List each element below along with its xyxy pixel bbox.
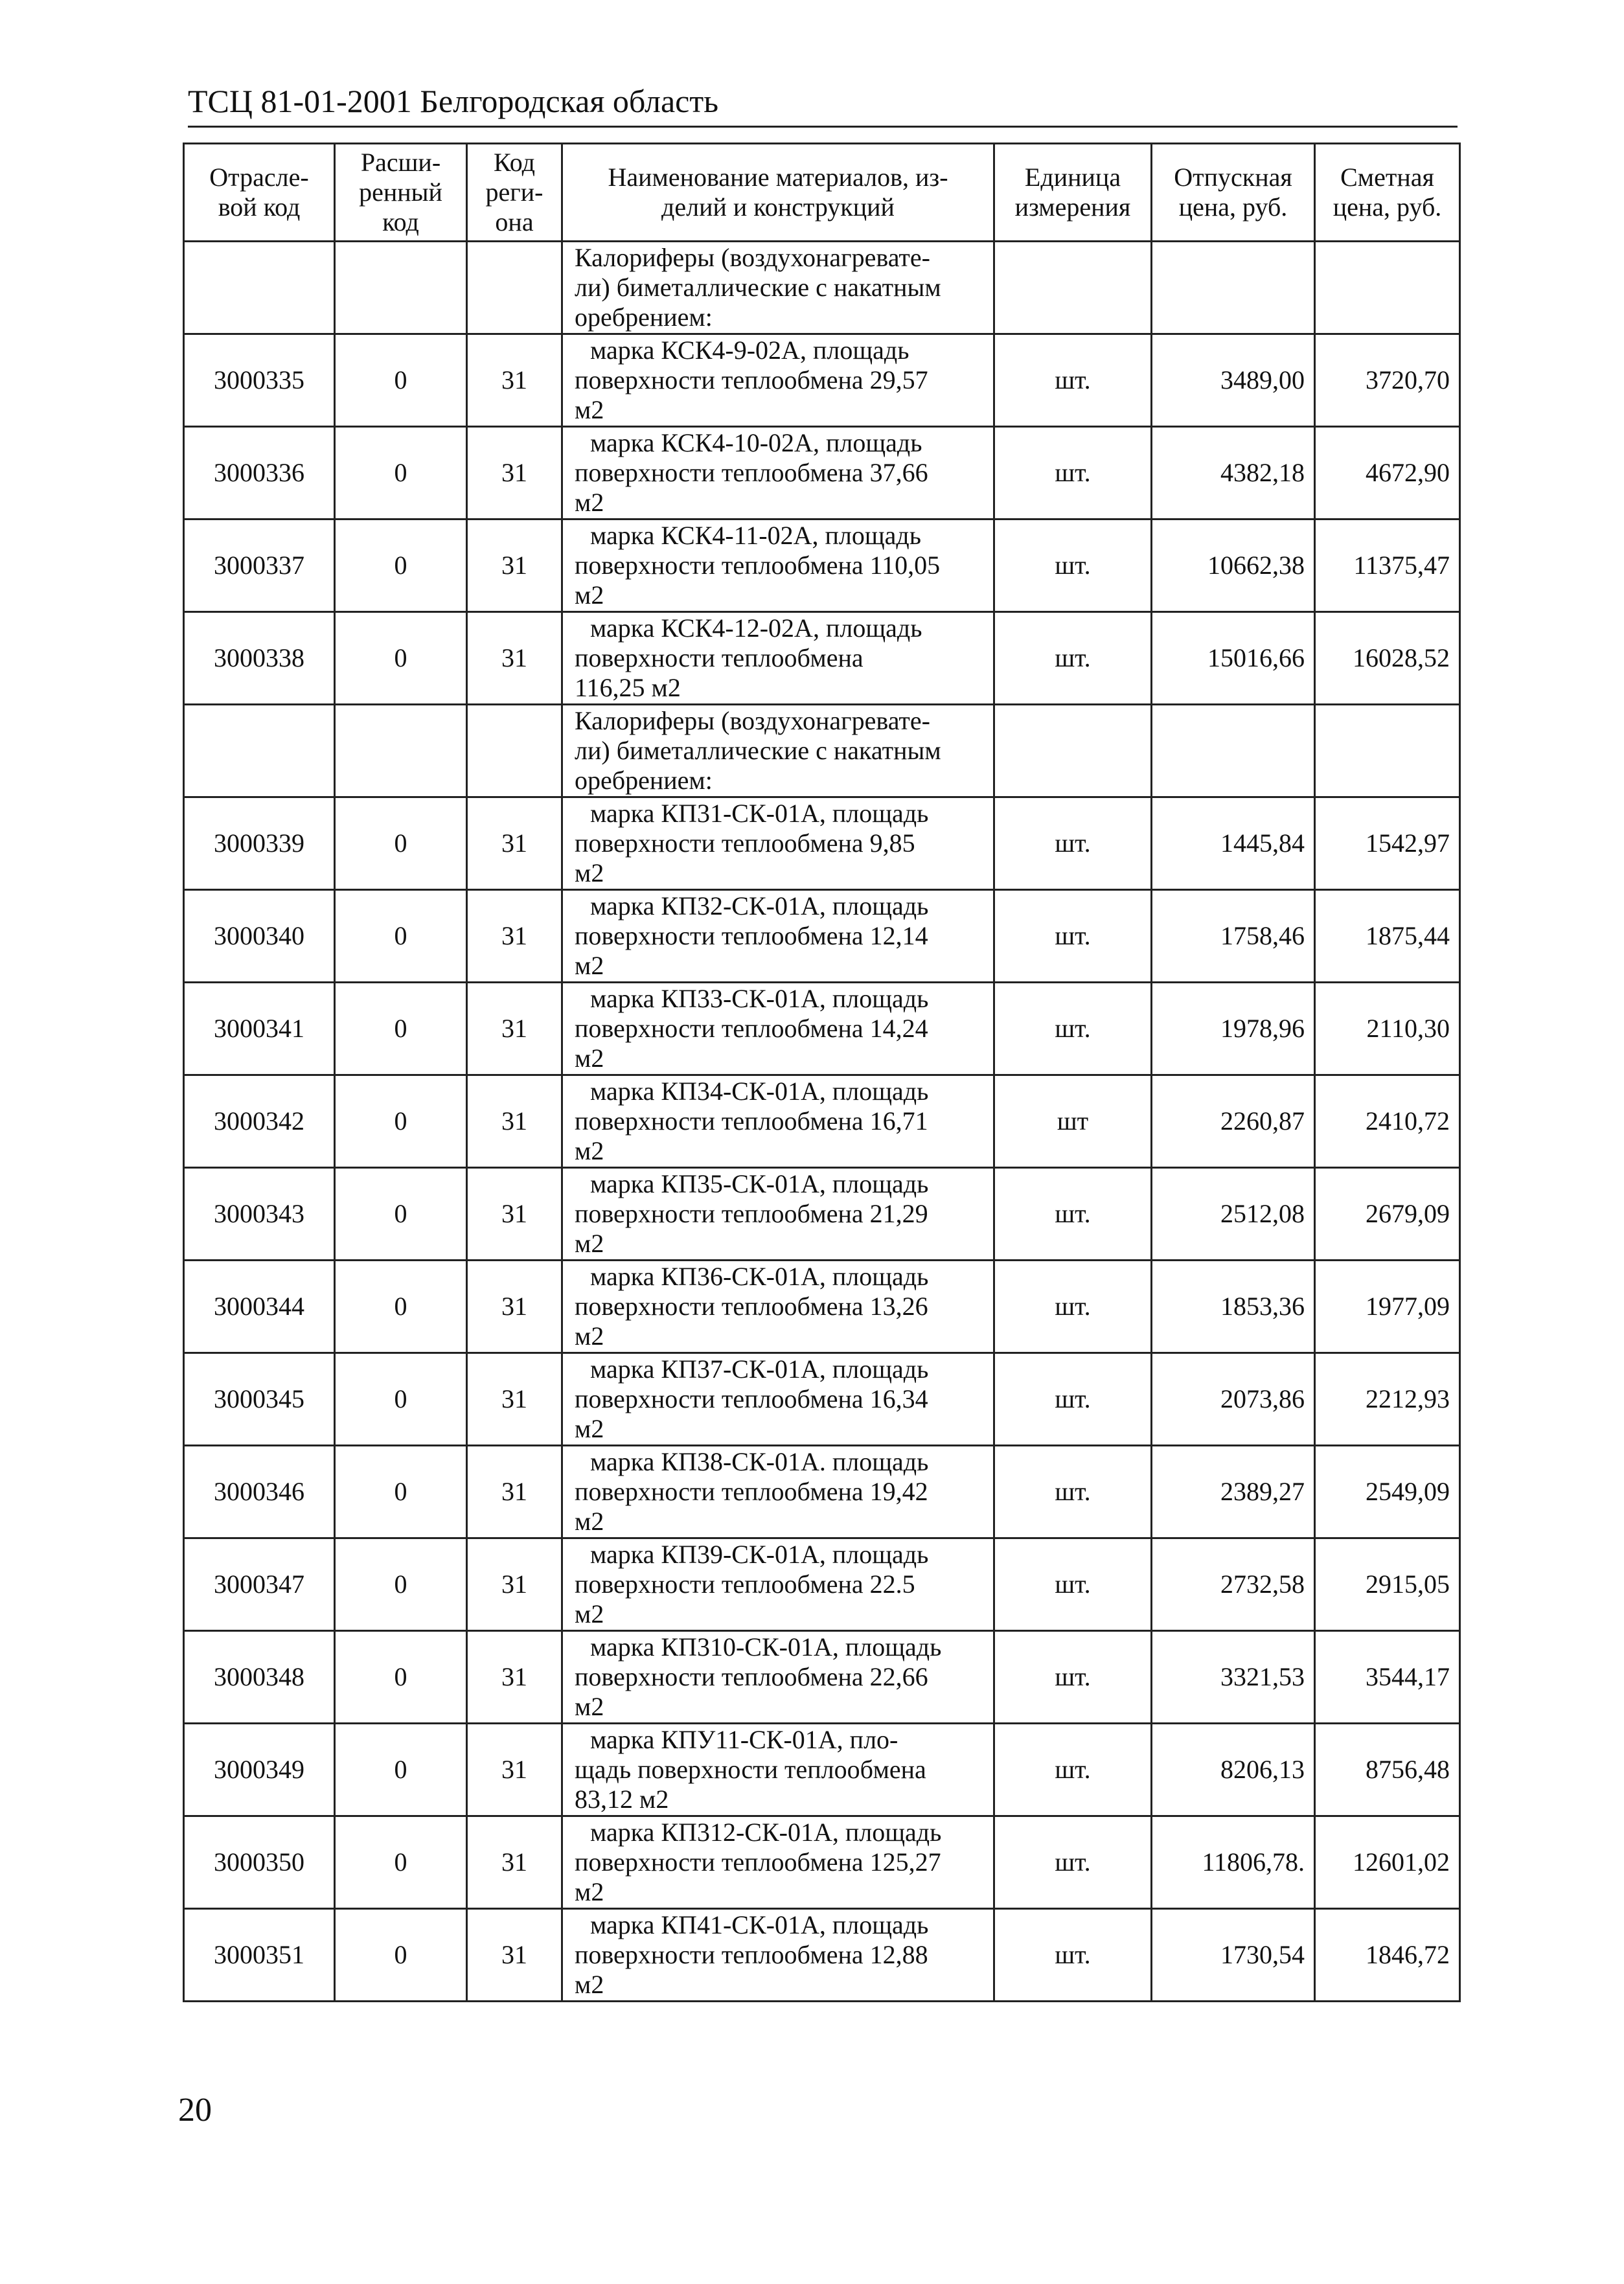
estimate-price-cell: 4672,90 — [1315, 427, 1460, 520]
branch-code-cell: 3000348 — [184, 1631, 335, 1724]
unit-cell: шт. — [994, 890, 1152, 983]
unit-cell: шт. — [994, 1724, 1152, 1816]
material-name-cell: марка КП36-СК-01А, площадь поверхности теплообмена 13,26 м2 — [562, 1261, 994, 1353]
material-name-cell: марка КП37-СК-01А, площадь поверхности теплообмена 16,34 м2 — [562, 1353, 994, 1446]
col-header-unit: Единица измерения — [994, 144, 1152, 242]
col-header-name: Наименование материалов, из- делий и конструкций — [562, 144, 994, 242]
branch-code-cell: 3000335 — [184, 334, 335, 427]
table-row — [184, 1446, 1460, 1538]
empty-cell — [184, 705, 335, 797]
estimate-price-cell: 3544,17 — [1315, 1631, 1460, 1724]
release-price-cell: 1730,54 — [1152, 1909, 1315, 2002]
material-name-cell: марка КП39-СК-01А, площадь поверхности теплообмена 22.5 м2 — [562, 1538, 994, 1631]
group-heading-row — [184, 242, 1460, 334]
material-name-cell: марка КСК4-10-02А, площадь поверхности теплообмена 37,66 м2 — [562, 427, 994, 520]
estimate-price-cell: 2410,72 — [1315, 1075, 1460, 1168]
region-code-cell: 31 — [467, 1631, 562, 1724]
extended-code-cell: 0 — [335, 334, 467, 427]
material-name-cell: марка КП310-СК-01А, площадь поверхности теплообмена 22,66 м2 — [562, 1631, 994, 1724]
estimate-price-cell: 16028,52 — [1315, 612, 1460, 705]
branch-code-cell: 3000341 — [184, 983, 335, 1075]
region-code-cell: 31 — [467, 1446, 562, 1538]
release-price-cell: 2260,87 — [1152, 1075, 1315, 1168]
region-code-cell: 31 — [467, 890, 562, 983]
estimate-price-cell: 11375,47 — [1315, 520, 1460, 612]
extended-code-cell: 0 — [335, 1538, 467, 1631]
empty-cell — [184, 242, 335, 334]
release-price-cell: 3321,53 — [1152, 1631, 1315, 1724]
empty-cell — [335, 242, 467, 334]
col-header-estimate-price: Сметная цена, руб. — [1315, 144, 1460, 242]
extended-code-cell: 0 — [335, 1909, 467, 2002]
table-row — [184, 520, 1460, 612]
table-row — [184, 612, 1460, 705]
table-row — [184, 1168, 1460, 1261]
extended-code-cell: 0 — [335, 1631, 467, 1724]
table-row — [184, 983, 1460, 1075]
region-code-cell: 31 — [467, 334, 562, 427]
col-header-extended-code: Расши- ренный код — [335, 144, 467, 242]
region-code-cell: 31 — [467, 427, 562, 520]
release-price-cell: 2073,86 — [1152, 1353, 1315, 1446]
material-name-cell: марка КП41-СК-01А, площадь поверхности теплообмена 12,88 м2 — [562, 1909, 994, 2002]
unit-cell: шт. — [994, 1909, 1152, 2002]
unit-cell: шт. — [994, 1631, 1152, 1724]
unit-cell: шт. — [994, 1446, 1152, 1538]
estimate-price-cell: 1846,72 — [1315, 1909, 1460, 2002]
branch-code-cell: 3000342 — [184, 1075, 335, 1168]
col-header-release-price: Отпускная цена, руб. — [1152, 144, 1315, 242]
material-name-cell: марка КП31-СК-01А, площадь поверхности теплообмена 9,85 м2 — [562, 797, 994, 890]
unit-cell: шт. — [994, 1261, 1152, 1353]
estimate-price-cell: 1977,09 — [1315, 1261, 1460, 1353]
release-price-cell: 1445,84 — [1152, 797, 1315, 890]
region-code-cell: 31 — [467, 1261, 562, 1353]
material-name-cell: марка КСК4-9-02А, площадь поверхности теплообмена 29,57 м2 — [562, 334, 994, 427]
region-code-cell: 31 — [467, 1724, 562, 1816]
col-header-region-code: Код реги- она — [467, 144, 562, 242]
estimate-price-cell: 12601,02 — [1315, 1816, 1460, 1909]
empty-cell — [467, 705, 562, 797]
branch-code-cell: 3000349 — [184, 1724, 335, 1816]
table-row — [184, 1909, 1460, 2002]
extended-code-cell: 0 — [335, 612, 467, 705]
region-code-cell: 31 — [467, 1538, 562, 1631]
release-price-cell: 1758,46 — [1152, 890, 1315, 983]
unit-cell: шт. — [994, 1538, 1152, 1631]
page-header — [188, 76, 1458, 128]
unit-cell: шт. — [994, 1816, 1152, 1909]
branch-code-cell: 3000340 — [184, 890, 335, 983]
material-name-cell: марка КП38-СК-01А. площадь поверхности теплообмена 19,42 м2 — [562, 1446, 994, 1538]
table-row — [184, 1816, 1460, 1909]
table-row — [184, 890, 1460, 983]
region-code-cell: 31 — [467, 1816, 562, 1909]
branch-code-cell: 3000351 — [184, 1909, 335, 2002]
branch-code-cell: 3000344 — [184, 1261, 335, 1353]
table-row — [184, 334, 1460, 427]
branch-code-cell: 3000337 — [184, 520, 335, 612]
unit-cell: шт — [994, 1075, 1152, 1168]
unit-cell: шт. — [994, 983, 1152, 1075]
unit-cell: шт. — [994, 520, 1152, 612]
material-name-cell: марка КСК4-11-02А, площадь поверхности теплообмена 110,05 м2 — [562, 520, 994, 612]
region-code-cell: 31 — [467, 797, 562, 890]
unit-cell: шт. — [994, 612, 1152, 705]
table-row — [184, 1261, 1460, 1353]
material-name-cell: марка КП33-СК-01А, площадь поверхности теплообмена 14,24 м2 — [562, 983, 994, 1075]
extended-code-cell: 0 — [335, 1724, 467, 1816]
estimate-price-cell: 2110,30 — [1315, 983, 1460, 1075]
unit-cell: шт. — [994, 1168, 1152, 1261]
branch-code-cell: 3000343 — [184, 1168, 335, 1261]
table-body — [184, 242, 1460, 2002]
estimate-price-cell: 2679,09 — [1315, 1168, 1460, 1261]
branch-code-cell: 3000347 — [184, 1538, 335, 1631]
release-price-cell: 2512,08 — [1152, 1168, 1315, 1261]
extended-code-cell: 0 — [335, 520, 467, 612]
release-price-cell: 1978,96 — [1152, 983, 1315, 1075]
release-price-cell: 10662,38 — [1152, 520, 1315, 612]
material-name-cell: марка КП312-СК-01А, площадь поверхности теплообмена 125,27 м2 — [562, 1816, 994, 1909]
region-code-cell: 31 — [467, 1909, 562, 2002]
release-price-cell: 15016,66 — [1152, 612, 1315, 705]
empty-cell — [1152, 242, 1315, 334]
group-heading: Калориферы (воздухонагревате- ли) биметаллические с накатным оребрением: — [562, 242, 994, 334]
empty-cell — [1152, 705, 1315, 797]
extended-code-cell: 0 — [335, 1353, 467, 1446]
release-price-cell: 1853,36 — [1152, 1261, 1315, 1353]
table-row — [184, 1075, 1460, 1168]
extended-code-cell: 0 — [335, 1168, 467, 1261]
release-price-cell: 11806,78. — [1152, 1816, 1315, 1909]
extended-code-cell: 0 — [335, 1075, 467, 1168]
estimate-price-cell: 3720,70 — [1315, 334, 1460, 427]
release-price-cell: 2389,27 — [1152, 1446, 1315, 1538]
material-name-cell: марка КПУ11-СК-01А, пло- щадь поверхности теплообмена 83,12 м2 — [562, 1724, 994, 1816]
release-price-cell: 3489,00 — [1152, 334, 1315, 427]
empty-cell — [994, 242, 1152, 334]
empty-cell — [1315, 705, 1460, 797]
material-name-cell: марка КП35-СК-01А, площадь поверхности теплообмена 21,29 м2 — [562, 1168, 994, 1261]
empty-cell — [994, 705, 1152, 797]
estimate-price-cell: 2915,05 — [1315, 1538, 1460, 1631]
table-header-row — [184, 144, 1460, 242]
extended-code-cell: 0 — [335, 890, 467, 983]
material-name-cell: марка КСК4-12-02А, площадь поверхности теплообмена 116,25 м2 — [562, 612, 994, 705]
branch-code-cell: 3000336 — [184, 427, 335, 520]
extended-code-cell: 0 — [335, 797, 467, 890]
unit-cell: шт. — [994, 427, 1152, 520]
estimate-price-cell: 8756,48 — [1315, 1724, 1460, 1816]
extended-code-cell: 0 — [335, 1816, 467, 1909]
price-table — [183, 143, 1461, 2002]
estimate-price-cell: 1542,97 — [1315, 797, 1460, 890]
extended-code-cell: 0 — [335, 1261, 467, 1353]
region-code-cell: 31 — [467, 1353, 562, 1446]
release-price-cell: 4382,18 — [1152, 427, 1315, 520]
estimate-price-cell: 1875,44 — [1315, 890, 1460, 983]
empty-cell — [335, 705, 467, 797]
empty-cell — [1315, 242, 1460, 334]
extended-code-cell: 0 — [335, 427, 467, 520]
region-code-cell: 31 — [467, 983, 562, 1075]
region-code-cell: 31 — [467, 1168, 562, 1261]
branch-code-cell: 3000350 — [184, 1816, 335, 1909]
group-heading-row — [184, 705, 1460, 797]
estimate-price-cell: 2549,09 — [1315, 1446, 1460, 1538]
release-price-cell: 8206,13 — [1152, 1724, 1315, 1816]
unit-cell: шт. — [994, 797, 1152, 890]
col-header-branch-code: Отрасле- вой код — [184, 144, 335, 242]
page-number: 20 — [178, 2092, 212, 2129]
region-code-cell: 31 — [467, 520, 562, 612]
branch-code-cell: 3000345 — [184, 1353, 335, 1446]
group-heading: Калориферы (воздухонагревате- ли) биметаллические с накатным оребрением: — [562, 705, 994, 797]
table-row — [184, 797, 1460, 890]
table-row — [184, 1538, 1460, 1631]
region-code-cell: 31 — [467, 1075, 562, 1168]
table-row — [184, 1724, 1460, 1816]
unit-cell: шт. — [994, 334, 1152, 427]
branch-code-cell: 3000339 — [184, 797, 335, 890]
release-price-cell: 2732,58 — [1152, 1538, 1315, 1631]
estimate-price-cell: 2212,93 — [1315, 1353, 1460, 1446]
table-row — [184, 1353, 1460, 1446]
extended-code-cell: 0 — [335, 983, 467, 1075]
table-row — [184, 1631, 1460, 1724]
extended-code-cell: 0 — [335, 1446, 467, 1538]
document-title: ТСЦ 81-01-2001 Белгородская область — [188, 83, 719, 119]
material-name-cell: марка КП32-СК-01А, площадь поверхности теплообмена 12,14 м2 — [562, 890, 994, 983]
table-row — [184, 427, 1460, 520]
branch-code-cell: 3000338 — [184, 612, 335, 705]
material-name-cell: марка КП34-СК-01А, площадь поверхности теплообмена 16,71 м2 — [562, 1075, 994, 1168]
unit-cell: шт. — [994, 1353, 1152, 1446]
empty-cell — [467, 242, 562, 334]
branch-code-cell: 3000346 — [184, 1446, 335, 1538]
region-code-cell: 31 — [467, 612, 562, 705]
